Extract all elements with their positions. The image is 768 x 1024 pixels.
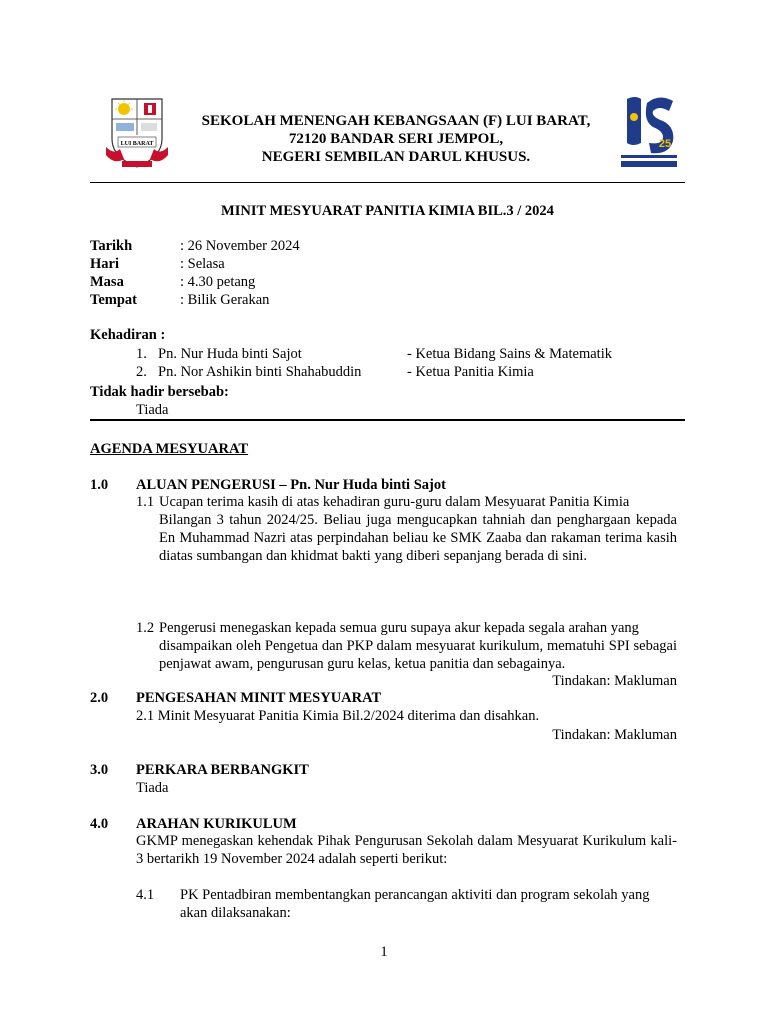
header-divider [90,182,685,183]
item-1-2-first-line: Pengerusi menegaskan kepada semua guru supaya akur kepada segala arahan yang [159,620,639,636]
school-name-line3: NEGERI SEMBILAN DARUL KHUSUS. [261,149,531,165]
meta-value-tempat: : Bilik Gerakan [180,292,270,308]
section-3-title: PERKARA BERBANGKIT [136,762,309,778]
section-4-number: 4.0 [90,816,109,832]
item-2-1-text: 2.1 Minit Mesyuarat Panitia Kimia Bil.2/2024 diterima dan disahkan. [136,708,540,724]
section-3-number: 3.0 [90,762,109,778]
meta-label-hari: Hari [90,256,119,272]
attendee-role: - Ketua Bidang Sains & Matematik [407,346,612,362]
section-1-title: ALUAN PENGERUSI – Pn. Nur Huda binti Sajot [136,477,446,493]
item-1-2-text: disampaikan oleh Pengetua dan PKP dalam mesyuarat kurikulum, mematuhi SPI sebagai penjawat awam, pengurusan guru kelas, ketua panitia dan sebagainya. [159,638,677,672]
attendee-number: 1. [136,346,147,362]
item-4-1-first-line: PK Pentadbiran membentangkan perancangan aktiviti dan program sekolah yang [180,887,650,903]
section-4-title: ARAHAN KURIKULUM [136,816,297,832]
meta-value-tarikh: : 26 November 2024 [180,238,300,254]
anniversary-number: 25 [658,138,672,150]
school-name-line1: SEKOLAH MENENGAH KEBANGSAAN (F) LUI BARAT, [201,113,591,129]
absent-heading: Tidak hadir bersebab: [90,384,229,400]
agenda-heading: AGENDA MESYUARAT [90,441,249,457]
meta-value-masa: : 4.30 petang [180,274,256,290]
section-divider [90,419,685,421]
meta-label-tarikh: Tarikh [90,238,133,254]
item-1-2-number: 1.2 [136,620,155,636]
item-1-1-number: 1.1 [136,494,155,510]
section-1-number: 1.0 [90,477,109,493]
item-1-1-first-line: Ucapan terima kasih di atas kehadiran guru-guru dalam Mesyuarat Panitia Kimia [159,494,630,510]
anniversary-logo [619,93,679,169]
item-1-1-text: Bilangan 3 tahun 2024/25. Beliau juga mengucapkan tahniah dan penghargaan kepada En Muhammad Nazri atas perpindahan beliau ke SMK Zaaba dan rakaman terima kasih diatas sumbangan dan khidmat bakti yang diberi sepanjang berada di sini. [159,512,677,564]
section-3-body: Tiada [136,780,169,796]
document-title: MINIT MESYUARAT PANITIA KIMIA BIL.3 / 2024 [221,203,554,219]
meta-label-masa: Masa [90,274,124,290]
section-2-action: Tindakan: Makluman [552,727,677,743]
section-2-number: 2.0 [90,690,109,706]
crest-text: LUI BARAT [120,141,154,147]
meta-label-tempat: Tempat [90,292,137,308]
page-number: 1 [380,944,388,960]
attendee-name: Pn. Nor Ashikin binti Shahabuddin [158,364,362,380]
attendance-heading: Kehadiran : [90,327,166,343]
absent-value: Tiada [136,402,169,418]
school-name-line2: 72120 BANDAR SERI JEMPOL, [288,131,504,147]
meta-value-hari: : Selasa [180,256,225,272]
item-4-1-number: 4.1 [136,887,155,903]
item-4-1-second-line: akan dilaksanakan: [180,905,291,921]
attendee-name: Pn. Nur Huda binti Sajot [158,346,302,362]
attendee-role: - Ketua Panitia Kimia [407,364,534,380]
section-4-body: GKMP menegaskan kehendak Pihak Pengurusan Sekolah dalam Mesyuarat Kurikulum kali-3 bertarikh 19 November 2024 adalah seperti berikut: [136,833,677,867]
attendee-number: 2. [136,364,147,380]
school-crest-logo [104,95,170,175]
section-1-action: Tindakan: Makluman [552,673,677,689]
section-2-title: PENGESAHAN MINIT MESYUARAT [136,690,382,706]
